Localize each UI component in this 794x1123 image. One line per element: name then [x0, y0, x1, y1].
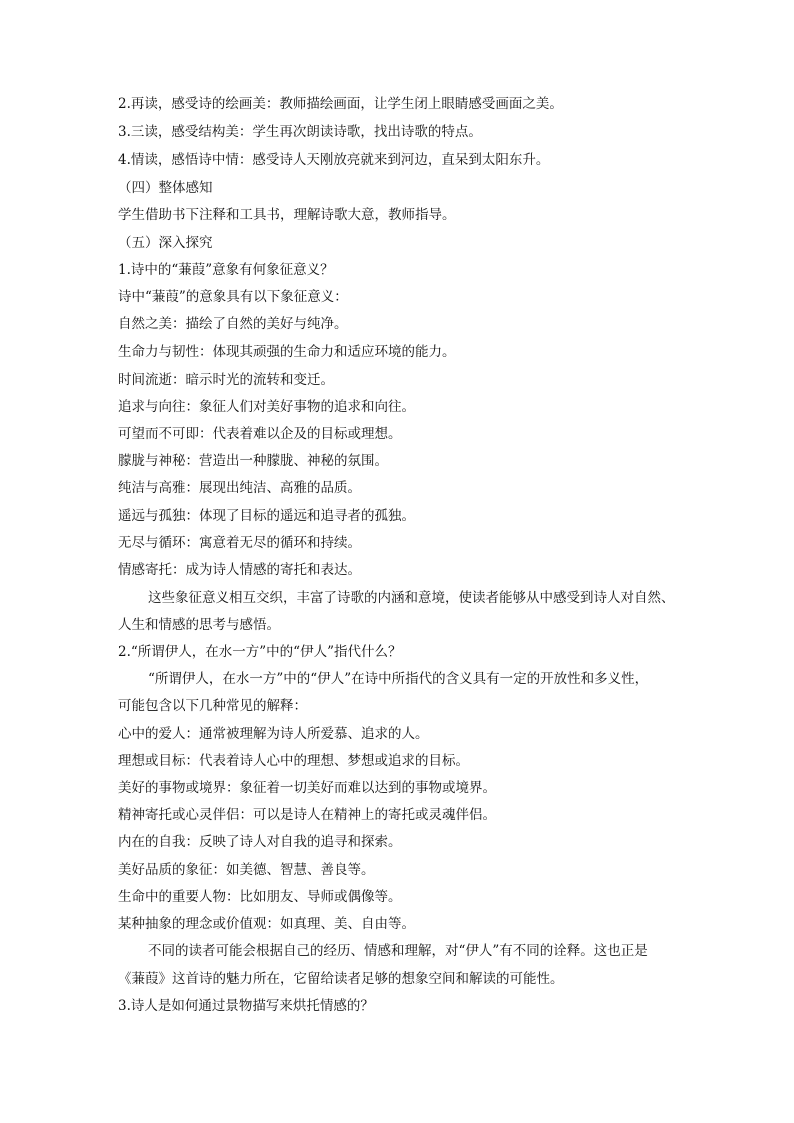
meaning-item-2: 理想或目标：代表着诗人心中的理想、梦想或追求的目标。 [118, 753, 469, 769]
symbol-item-2: 生命力与韧性：体现其顽强的生命力和适应环境的能力。 [118, 344, 456, 360]
symbol-item-1: 自然之美：描绘了自然的美好与纯净。 [118, 316, 348, 332]
text-line-1: 2.再读，感受诗的绘画美：教师描绘画面，让学生闭上眼睛感受画面之美。 [118, 96, 563, 112]
summary-paragraph-1: 这些象征意义相互交织，丰富了诗歌的内涵和意境，使读者能够从中感受到诗人对自然、 [148, 590, 675, 606]
symbol-item-5: 可望而不可即：代表着难以企及的目标或理想。 [118, 426, 402, 442]
question-2: 2.“所谓伊人，在水一方”中的“伊人”指代什么？ [118, 644, 402, 660]
meaning-item-5: 内在的自我：反映了诗人对自我的追寻和探索。 [118, 834, 402, 850]
meaning-item-8: 某种抽象的理念或价值观：如真理、美、自由等。 [118, 916, 415, 932]
symbol-item-10: 情感寄托：成为诗人情感的寄托和表达。 [118, 562, 361, 578]
symbol-item-6: 朦胧与神秘：营造出一种朦胧、神秘的氛围。 [118, 453, 388, 469]
meaning-item-1: 心中的爱人：通常被理解为诗人所爱慕、追求的人。 [118, 726, 429, 742]
text-line-5: 学生借助书下注释和工具书，理解诗歌大意，教师指导。 [118, 207, 456, 223]
meaning-item-4: 精神寄托或心灵伴侣：可以是诗人在精神上的寄托或灵魂伴侣。 [118, 807, 496, 823]
summary-paragraph-2: 不同的读者可能会根据自己的经历、情感和理解，对“伊人”有不同的诠释。这也正是 [148, 943, 648, 959]
symbol-item-9: 无尽与循环：寓意着无尽的循环和持续。 [118, 535, 361, 551]
explanation-paragraph-cont: 可能包含以下几种常见的解释： [118, 698, 307, 714]
question-3: 3.诗人是如何通过景物描写来烘托情感的？ [118, 998, 374, 1014]
symbol-item-7: 纯洁与高雅：展现出纯洁、高雅的品质。 [118, 480, 361, 496]
meaning-item-6: 美好品质的象征：如美德、智慧、善良等。 [118, 862, 375, 878]
text-line-8: 诗中“蒹葭”的意象具有以下象征意义： [118, 289, 348, 305]
explanation-paragraph: “所谓伊人，在水一方”中的“伊人”在诗中所指代的含义具有一定的开放性和多义性， [148, 671, 649, 687]
meaning-item-7: 生命中的重要人物：比如朋友、导师或偶像等。 [118, 889, 402, 905]
section-heading-5: （五）深入探究 [118, 235, 213, 251]
text-line-2: 3.三读，感受结构美：学生再次朗读诗歌，找出诗歌的特点。 [118, 124, 482, 140]
meaning-item-3: 美好的事物或境界：象征着一切美好而难以达到的事物或境界。 [118, 780, 496, 796]
symbol-item-8: 遥远与孤独：体现了目标的遥远和追寻者的孤独。 [118, 508, 415, 524]
question-1: 1.诗中的“蒹葭”意象有何象征意义？ [118, 262, 334, 278]
summary-paragraph-1-cont: 人生和情感的思考与感悟。 [118, 617, 280, 633]
symbol-item-4: 追求与向往：象征人们对美好事物的追求和向往。 [118, 399, 415, 415]
summary-paragraph-2-cont: 《蒹葭》这首诗的魅力所在，它留给读者足够的想象空间和解读的可能性。 [118, 971, 564, 987]
symbol-item-3: 时间流逝：暗示时光的流转和变迁。 [118, 372, 334, 388]
section-heading-4: （四）整体感知 [118, 180, 213, 196]
text-line-3: 4.情读，感悟诗中情：感受诗人天刚放亮就来到河边，直呆到太阳东升。 [118, 152, 550, 168]
